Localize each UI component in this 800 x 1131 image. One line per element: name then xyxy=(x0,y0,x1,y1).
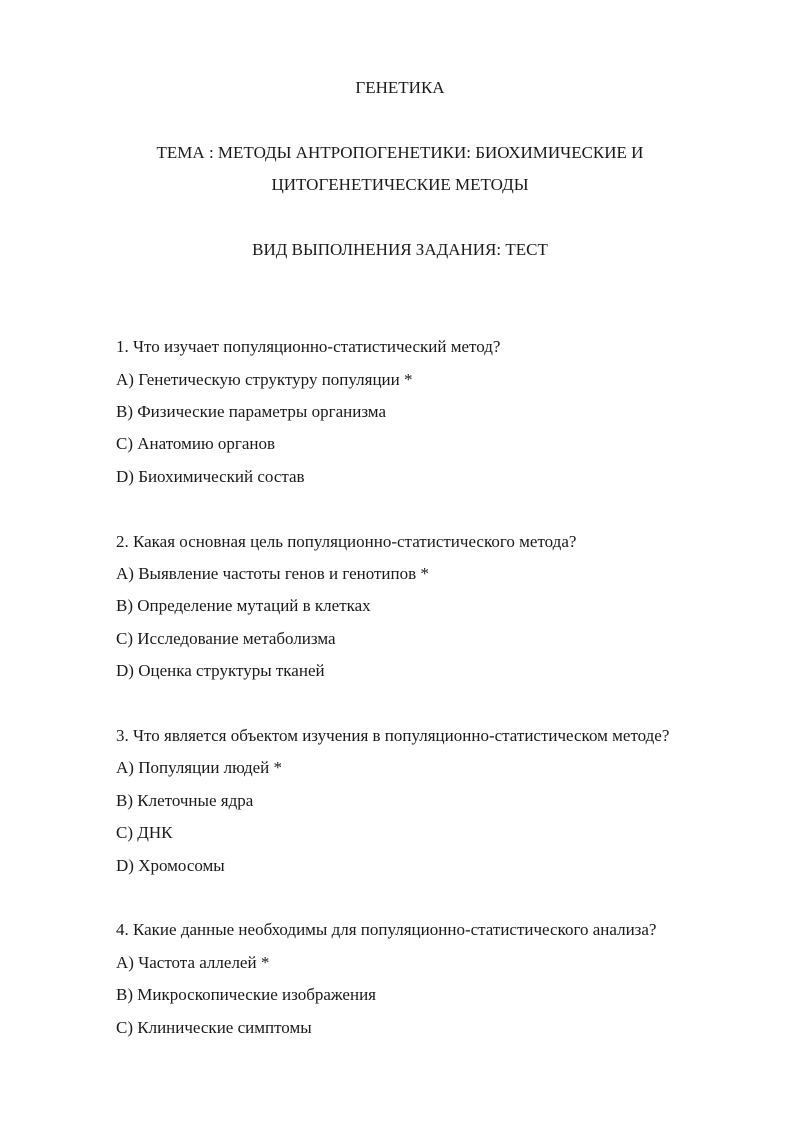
question-2-option-b: B) Определение мутаций в клетках xyxy=(116,596,371,615)
topic-line-2: ЦИТОГЕНЕТИЧЕСКИЕ МЕТОДЫ xyxy=(271,175,529,194)
question-2-option-c: C) Исследование метаболизма xyxy=(116,629,336,648)
question-4-option-c: C) Клинические симптомы xyxy=(116,1018,312,1037)
question-2-option-d: D) Оценка структуры тканей xyxy=(116,661,325,680)
question-3-option-a: A) Популяции людей * xyxy=(116,758,283,777)
question-3-text: 3. Что является объектом изучения в популяционно-статистическом методе? xyxy=(116,726,670,745)
question-3-option-d: D) Хромосомы xyxy=(116,856,225,875)
question-2-option-a: A) Выявление частоты генов и генотипов * xyxy=(116,564,429,583)
question-3-option-c: C) ДНК xyxy=(116,823,173,842)
question-4-option-a: A) Частота аллелей * xyxy=(116,953,270,972)
question-1-option-a: A) Генетическую структуру популяции * xyxy=(116,370,413,389)
subject-title: ГЕНЕТИКА xyxy=(355,78,445,97)
topic-line-1: ТЕМА : МЕТОДЫ АНТРОПОГЕНЕТИКИ: БИОХИМИЧЕСКИЕ И xyxy=(156,143,644,162)
question-1-option-d: D) Биохимический состав xyxy=(116,467,305,486)
task-type: ВИД ВЫПОЛНЕНИЯ ЗАДАНИЯ: ТЕСТ xyxy=(252,240,548,259)
question-4-text: 4. Какие данные необходимы для популяционно-статистического анализа? xyxy=(116,920,657,939)
question-1-text: 1. Что изучает популяционно-статистический метод? xyxy=(116,337,501,356)
question-1-option-c: C) Анатомию органов xyxy=(116,434,276,453)
question-4-option-b: B) Микроскопические изображения xyxy=(116,985,376,1004)
question-3-option-b: B) Клеточные ядра xyxy=(116,791,254,810)
question-1-option-b: B) Физические параметры организма xyxy=(116,402,386,421)
question-2-text: 2. Какая основная цель популяционно-статистического метода? xyxy=(116,532,577,551)
